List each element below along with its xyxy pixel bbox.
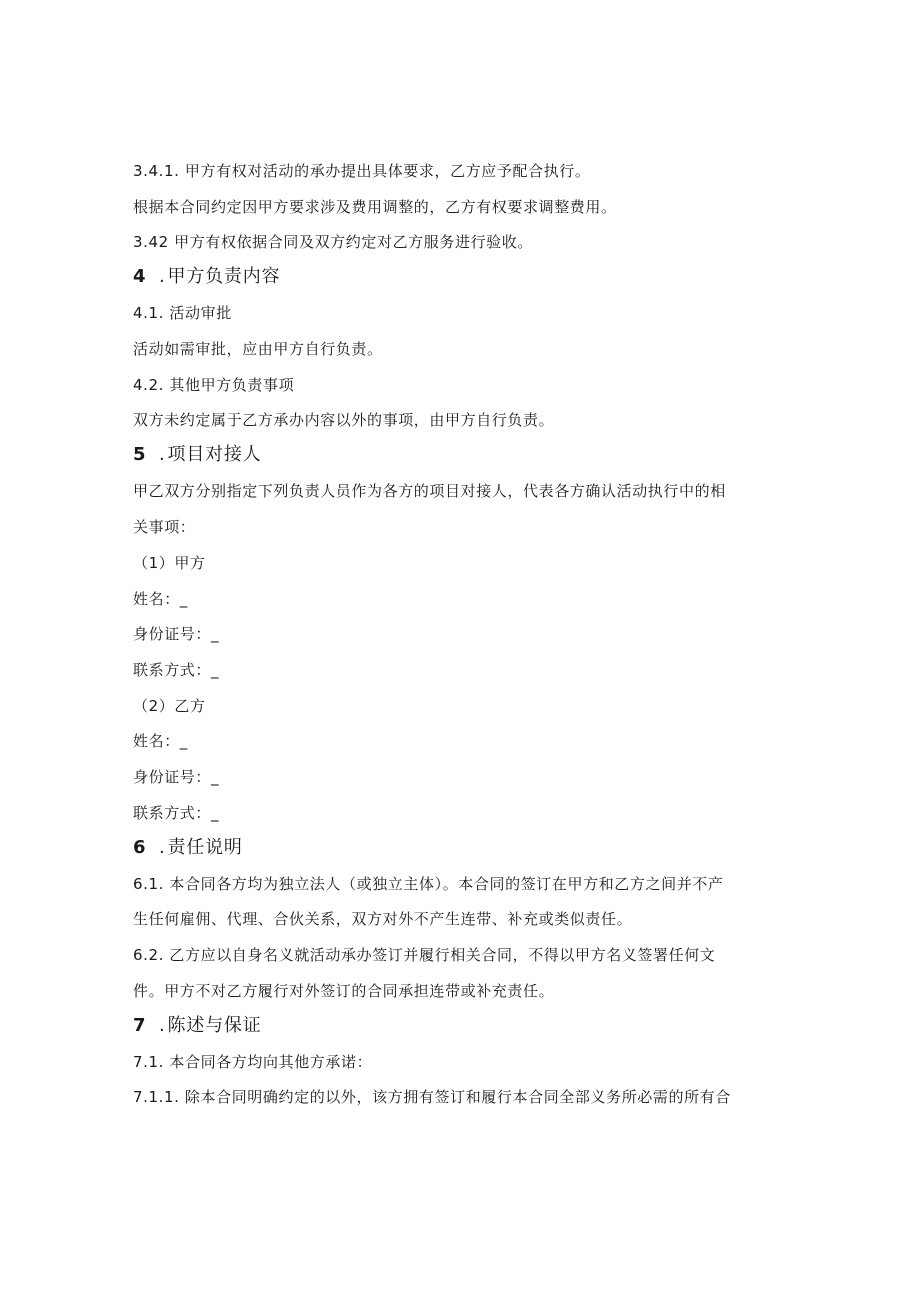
party-a-id-field: 身份证号：_ [133,625,220,643]
clause-3-4-1: 3.4.1. 甲方有权对活动的承办提出具体要求，乙方应予配合执行。 [133,162,591,180]
section-number: 5 [133,444,147,465]
section-number: 7 [133,1015,147,1036]
party-a-name-field: 姓名：_ [133,590,188,608]
clause-6-2: 6.2. 乙方应以自身名义就活动承办签订并履行相关合同，不得以甲方名义签署任何文 [133,946,716,964]
section-number: 4 [133,266,147,287]
clause-7-1: 7.1. 本合同各方均向其他方承诺： [133,1053,373,1071]
contact-intro: 甲乙双方分别指定下列负责人员作为各方的项目对接人，代表各方确认活动执行中的相 [133,482,726,500]
clause-6-1: 6.1. 本合同各方均为独立法人（或独立主体）。本合同的签订在甲方和乙方之间并不产 [133,875,724,893]
clause-4-2-body: 双方未约定属于乙方承办内容以外的事项，由甲方自行负责。 [133,411,555,429]
clause-7-1-1: 7.1.1. 除本合同明确约定的以外，该方拥有签订和履行本合同全部义务所必需的所有合 [133,1088,731,1106]
party-a-label: （1）甲方 [133,554,206,572]
clause-4-1-body: 活动如需审批，应由甲方自行负责。 [133,340,383,358]
clause-6-2-continued: 件。甲方不对乙方履行对外签订的合同承担连带或补充责任。 [133,982,555,1000]
section-heading-5: 5 . 项目对接人 [133,444,262,465]
clause-3-4-1-continued: 根据本合同约定因甲方要求涉及费用调整的，乙方有权要求调整费用。 [133,198,617,216]
section-title: 陈述与保证 [167,1015,262,1036]
party-b-name-field: 姓名：_ [133,732,188,750]
section-heading-4: 4 . 甲方负责内容 [133,266,281,287]
party-b-contact-field: 联系方式：_ [133,804,220,822]
section-title: 甲方负责内容 [167,266,281,287]
section-title: 项目对接人 [167,444,262,465]
clause-4-1: 4.1. 活动审批 [133,304,232,322]
clause-3-4-2: 3.42 甲方有权依据合同及双方约定对乙方服务进行验收。 [133,233,533,251]
party-a-contact-field: 联系方式：_ [133,661,220,679]
contact-intro-continued: 关事项： [133,518,196,536]
section-number: 6 [133,837,147,858]
section-title: 责任说明 [167,837,243,858]
section-heading-7: 7 . 陈述与保证 [133,1015,262,1036]
section-heading-6: 6 . 责任说明 [133,837,243,858]
party-b-id-field: 身份证号：_ [133,768,220,786]
clause-6-1-continued: 生任何雇佣、代理、合伙关系，双方对外不产生连带、补充或类似责任。 [133,910,633,928]
clause-4-2: 4.2. 其他甲方负责事项 [133,376,295,394]
party-b-label: （2）乙方 [133,697,206,715]
